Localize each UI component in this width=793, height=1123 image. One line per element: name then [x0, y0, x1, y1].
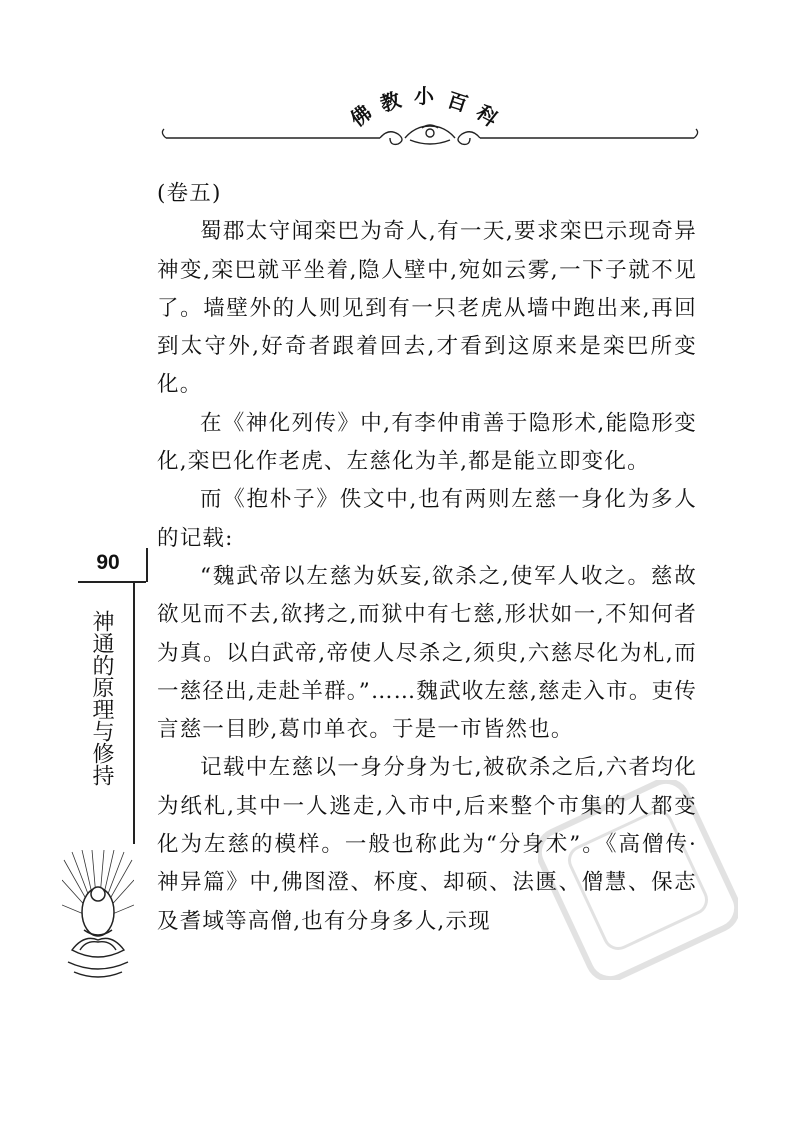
running-header-title	[345, 78, 510, 132]
paragraph: (卷五)	[157, 181, 222, 206]
paragraph: 而《抱朴子》佚文中,也有两则左慈一身化为多人的记载:	[157, 487, 697, 551]
buddha-emblem-icon	[62, 850, 134, 1000]
margin-rule	[146, 548, 148, 582]
page-number: 90	[96, 551, 120, 574]
header-char: 百	[444, 87, 471, 117]
header-char: 科	[471, 100, 503, 132]
watermark-stamp-icon	[538, 780, 738, 980]
paragraph: 在《神化列传》中,有李仲甫善于隐形术,能隐形变化,栾巴化作老虎、左慈化为羊,都是能立即变化。	[157, 410, 697, 475]
paragraph: 记载中左慈以一身分身为七,被砍杀之后,六者均化为纸札,其中一人逃走,入市中,后来整个市集的人都变化为左慈的模样。一般也称此为“分身术”。《高僧传·神异篇》中,佛图澄、杯度、却硕、法匮、僧慧、保志及耆域等高僧,也有分身多人,示现	[157, 755, 697, 934]
header-char: 小	[414, 84, 434, 108]
margin-rule	[133, 582, 135, 844]
paragraph: “魏武帝以左慈为妖妄,欲杀之,使军人收之。慈故欲见而不去,欲拷之,而狱中有七慈,形状如一,不知何者为真。以白武帝,帝使人尽杀之,须臾,六慈尽化为札,而一慈径出,走赴羊群。”……魏武收左慈,慈走入市。吏传言慈一目眇,葛巾单衣。于是一市皆然也。	[157, 563, 697, 743]
header-char: 佛	[345, 100, 377, 132]
vertical-section-title: 神通的原理与修持	[89, 610, 114, 786]
header-char: 教	[377, 87, 404, 117]
margin-rule	[78, 581, 146, 583]
paragraph: 蜀郡太守闻栾巴为奇人,有一天,要求栾巴示现奇异神变,栾巴就平坐着,隐人壁中,宛如云雾,一下子就不见了。墙壁外的人则见到有一只老虎从墙中跑出来,再回到太守外,好奇者跟着回去,才看到这原来是栾巴所变化。	[157, 219, 697, 398]
ornamental-header-rule	[160, 124, 700, 148]
